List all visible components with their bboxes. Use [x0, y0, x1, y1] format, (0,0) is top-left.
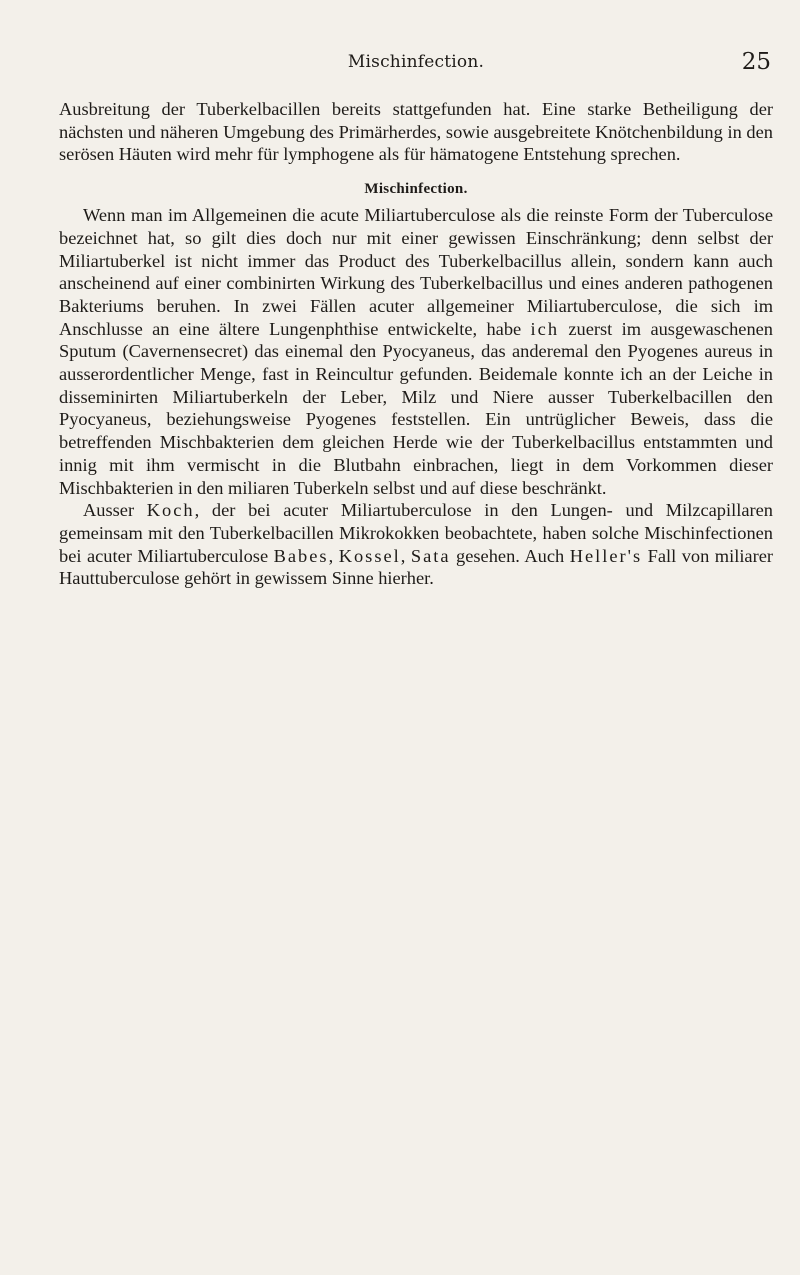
page-number: 25	[741, 49, 771, 75]
paragraph-mischinfection	[59, 204, 773, 499]
paragraph-text: gesehen. Auch	[450, 545, 570, 566]
paragraph-text: ,	[328, 545, 339, 566]
paragraph-text: Ausser	[83, 500, 147, 521]
paragraph-text: Wenn man im Allgemeinen die acute Miliartuberculose als die reinste Form der Tuberculose bezeichnet hat, so gilt dies doch nur mit einer gewissen Einschränkung; denn selbst der Miliartuberkel ist nicht immer das Product des Tuberkelbacillus allein, sondern kann auch anscheinend auf einer combinirten Wirkung des Tuberkelbacillus und eines anderen pathogenen Bakteriums beruhen. In zwei Fällen acuter allgemeiner Miliartuberculose, die sich im Anschlusse an eine ältere Lungenphthise entwickelte, habe	[59, 205, 773, 339]
body-text	[59, 98, 773, 590]
emphasis-ich: ich	[530, 318, 560, 339]
author-name-sata: Sata	[410, 545, 451, 566]
author-name-heller: Heller's	[569, 545, 643, 566]
section-heading: Mischinfection.	[364, 181, 468, 198]
running-header	[59, 49, 773, 78]
running-title: Mischinfection.	[347, 52, 485, 72]
paragraph-text: zuerst im ausgewaschenen Sputum (Cavernensecret) das einemal den Pyocyaneus, das anderemal den Pyogenes aureus in ausserordentlicher Menge, fast in Reincultur gefunden. Beidemale konnte ich an der Leiche in disseminirten Miliartuberkeln der Leber, Milz und Niere ausser Tuberkelbacillen den Pyocyaneus, beziehungsweise Pyogenes feststellen. Ein untrüglicher Beweis, dass die betreffenden Mischbakterien dem gleichen Herde wie der Tuberkelbacillus entstammten und innig mit ihm vermischt in die Blutbahn einbrachen, liegt in dem Vorkommen dieser Mischbakterien in den miliaren Tuberkeln selbst und auf diese beschränkt.	[59, 318, 773, 498]
author-name-kossel: Kossel	[338, 545, 401, 566]
paragraph-text: Fall von miliarer Hauttuberculose gehört in gewissem Sinne hierher.	[59, 545, 774, 589]
author-name-babes: Babes	[273, 545, 329, 566]
author-name-koch: Koch	[146, 500, 195, 521]
paragraph-text: , der bei acuter Miliartuberculose in den Lungen- und Milzcapillaren gemeinsam mit den Tuberkelbacillen Mikrokokken beobachtete, haben solche Mischinfectionen bei acuter Miliartuberculose	[59, 500, 773, 566]
paragraph-text: ,	[400, 545, 411, 566]
paragraph-continuation: Ausbreitung der Tuberkelbacillen bereits stattgefunden hat. Eine starke Betheiligung der nächsten und näheren Umgebung des Primärherdes, sowie ausgebreitete Knötchenbildung in den serösen Häuten wird mehr für lymphogene als für hämatogene Entstehung sprechen.	[59, 99, 773, 165]
paragraph-authors	[59, 499, 773, 590]
